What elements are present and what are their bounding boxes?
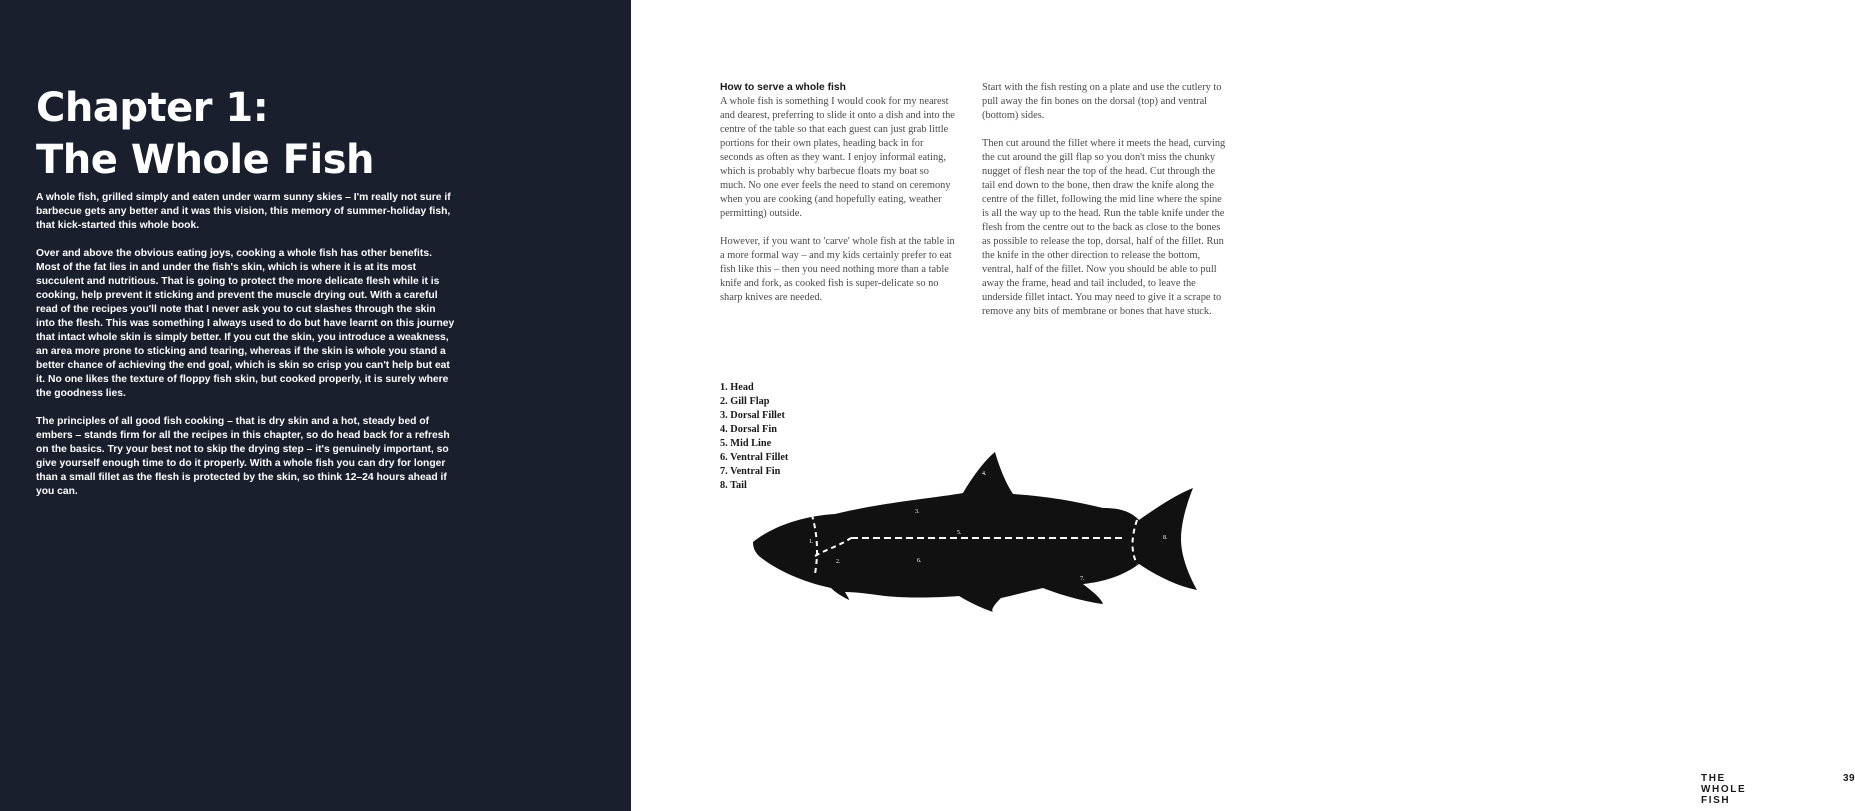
section-subhead: How to serve a whole fish	[720, 82, 846, 93]
page-number: 39	[1843, 773, 1855, 784]
left-page	[0, 0, 631, 811]
body-paragraph: A whole fish is something I would cook for my nearest and dearest, preferring to slide it onto a dish and into the centre of the table so that each guest can just grab little portions for their own plates, heading back in for seconds as often as they want. I enjoy informal eating, which is probably why barbecue floats my boat so much. No one ever feels the need to stand on ceremony when you are cooking (and hopefully eating, weather permitting) outside.	[720, 96, 955, 219]
fish-label: 7.	[1080, 576, 1085, 582]
chapter-name: The Whole Fish	[36, 137, 374, 183]
legend-item: 8. Tail	[720, 480, 747, 491]
legend-item: 5. Mid Line	[720, 438, 772, 449]
fish-silhouette	[753, 452, 1197, 612]
fish-label: 4.	[982, 471, 987, 477]
right-page	[631, 0, 1855, 811]
legend-item: 6. Ventral Fillet	[720, 452, 789, 463]
intro-paragraph: Over and above the obvious eating joys, cooking a whole fish has other benefits. Most of the fat lies in and under the fish's skin, which is where it is at its most succulent and nutritious. That is going to protect the more delicate flesh while it is cooking, help prevent it sticking and prevent the muscle drying out. With a careful read of the recipes you'll note that I never ask you to cut slashes through the skin into the flesh. This was something I always used to do but have learnt on this journey that intact whole skin is simply better. If you cut the skin, you introduce a weakness, an area more prone to sticking and tearing, whereas if the skin is whole you stand a better chance of achieving the end goal, which is skin so crisp you can't help but eat it. No one likes the texture of floppy fish skin, but cooked properly, it is surely where the goodness lies.	[36, 248, 455, 399]
chapter-title	[36, 82, 374, 186]
fish-label: 8.	[1163, 535, 1168, 541]
body-paragraph: Then cut around the fillet where it meets the head, curving the cut around the gill flap so you don't miss the chunky nugget of flesh near the top of the head. Cut through the tail end down to the bone, then draw the knife along the centre of the fillet, following the mid line where the spine is all the way up to the head. Run the table knife under the flesh from the centre out to the back as close to the bones as possible to release the top, dorsal, half of the fillet. Run the knife in the other direction to release the bottom, ventral, half of the fillet. Now you should be able to pull away the frame, head and tail included, to leave the underside fillet intact. You may need to give it a scrape to remove any bits of membrane or bones that have stuck.	[982, 138, 1226, 317]
fish-diagram	[745, 446, 1205, 618]
intro-paragraph: A whole fish, grilled simply and eaten under warm sunny skies – I'm really not sure if barbecue gets any better and it was this vision, this memory of summer-holiday fish, that kick-started this whole book.	[36, 192, 451, 231]
fish-label: 3.	[915, 509, 920, 515]
fish-label: 2.	[836, 559, 841, 565]
body-paragraph: Start with the fish resting on a plate and use the cutlery to pull away the fin bones on the dorsal (top) and ventral (bottom) sides.	[982, 82, 1222, 121]
legend-item: 4. Dorsal Fin	[720, 424, 777, 435]
fish-label: 1.	[809, 539, 814, 545]
legend-item: 2. Gill Flap	[720, 396, 770, 407]
body-paragraph: However, if you want to 'carve' whole fish at the table in a more formal way – and my kids certainly prefer to eat fish like this – then you need nothing more than a table knife and fork, as cooked fish is super-delicate so no sharp knives are needed.	[720, 236, 955, 303]
text-column-left	[720, 81, 956, 319]
chapter-number: Chapter 1:	[36, 85, 269, 131]
fish-label: 5.	[957, 530, 962, 536]
text-column-right	[982, 81, 1226, 333]
fish-label: 6.	[917, 558, 922, 564]
intro-paragraph: The principles of all good fish cooking – that is dry skin and a hot, steady bed of embers – stands firm for all the recipes in this chapter, so do head back for a refresh on the basics. Try your best not to skip the drying step – it's genuinely important, so give yourself enough time to do it properly. With a whole fish you can dry for longer than a small fillet as the flesh is protected by the skin, so think 12–24 hours ahead if you can.	[36, 416, 450, 497]
intro-text	[36, 191, 456, 513]
legend-item: 3. Dorsal Fillet	[720, 410, 785, 421]
legend-item: 7. Ventral Fin	[720, 466, 781, 477]
running-footer-title: THE WHOLE FISH	[1701, 773, 1747, 806]
legend-item: 1. Head	[720, 382, 754, 393]
